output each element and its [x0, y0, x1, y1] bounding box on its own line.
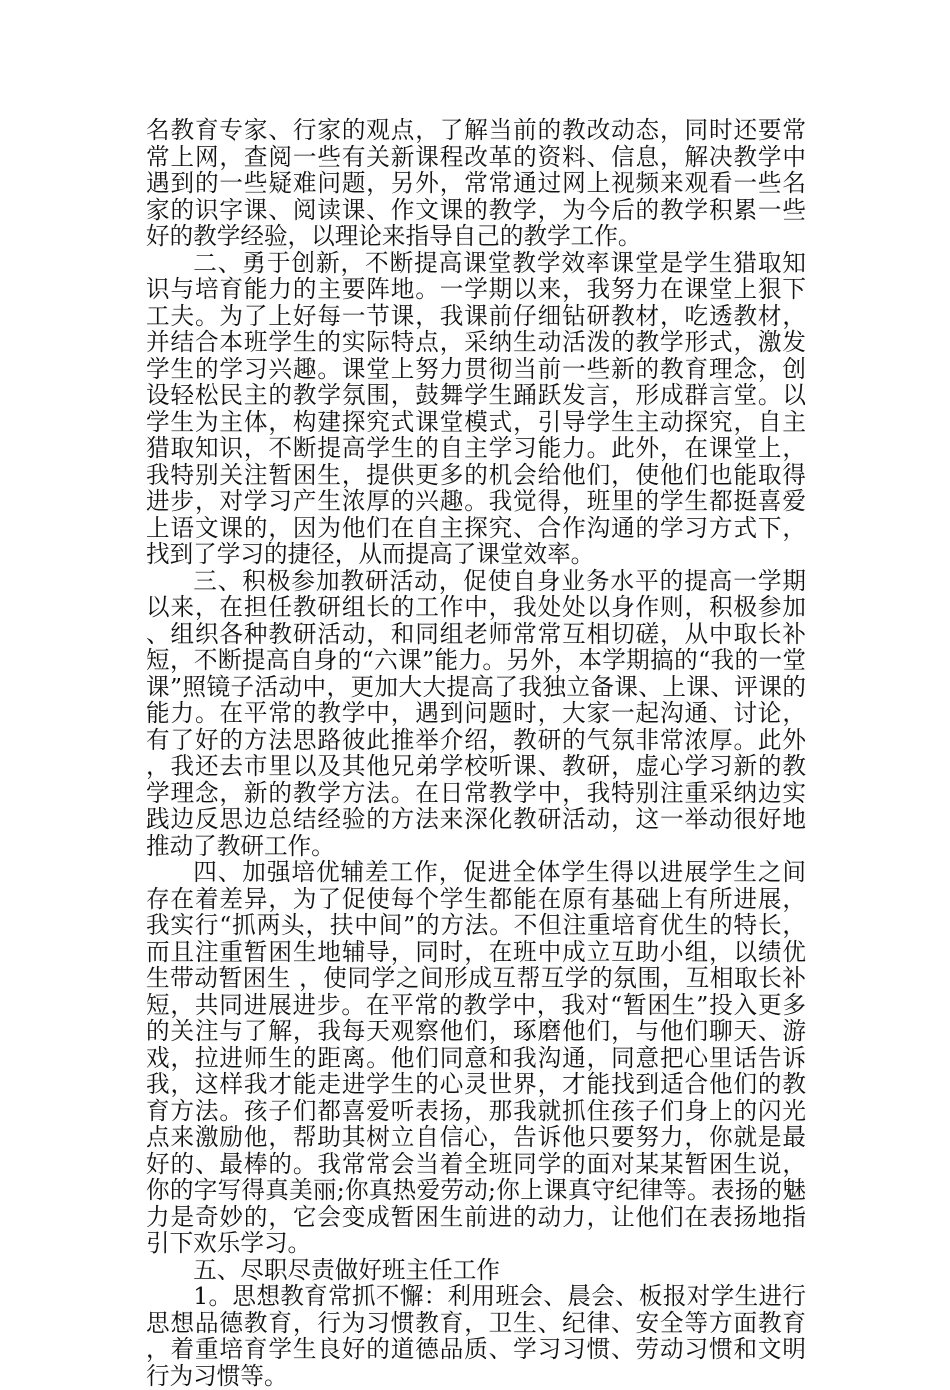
paragraph-intro-continuation: 名教育专家、行家的观点，了解当前的教改动态，同时还要常常上网，查阅一些有关新课程改革的资料、信息，解决教学中遇到的一些疑难问题，另外，常常通过网上视频来观看一些名家的识字课、阅读课、作文课的教学，为今后的教学积累一些好的教学经验，以理论来指导自己的教学工作。: [146, 116, 806, 250]
paragraph-section-five-item-one: 1。思想教育常抓不懈：利用班会、晨会、板报对学生进行思想品德教育，行为习惯教育，卫生、纪律、安全等方面教育，着重培育学生良好的道德品质、学习习惯、劳动习惯和文明行为习惯等。: [146, 1282, 806, 1390]
paragraph-section-three-research: 三、积极参加教研活动，促使自身业务水平的提高一学期以来，在担任教研组长的工作中，我处处以身作则，积极参加、组织各种教研活动，和同组老师常常互相切磋，从中取长补短，不断提高自身的“六课”能力。另外，本学期搞的“我的一堂课”照镜子活动中，更加大大提高了我独立备课、上课、评课的能力。在平常的教学中，遇到问题时，大家一起沟通、讨论，有了好的方法思路彼此推举介绍，教研的气氛非常浓厚。此外，我还去市里以及其他兄弟学校听课、教研，虚心学习新的教学理念，新的教学方法。在日常教学中，我特别注重采纳边实践边反思边总结经验的方法来深化教研活动，这一举动很好地推动了教研工作。: [146, 566, 806, 860]
paragraph-section-two-innovation: 二、勇于创新，不断提高课堂教学效率课堂是学生猎取知识与培育能力的主要阵地。一学期以来，我努力在课堂上狠下工夫。为了上好每一节课，我课前仔细钻研教材，吃透教材，并结合本班学生的实际特点，采纳生动活泼的教学形式，激发学生的学习兴趣。课堂上努力贯彻当前一些新的教育理念，创设轻松民主的教学氛围，鼓舞学生踊跃发言，形成群言堂。以学生为主体，构建探究式课堂模式，引导学生主动探究，自主猎取知识，不断提高学生的自主学习能力。此外，在课堂上，我特别关注暂困生，提供更多的机会给他们，使他们也能取得进步，对学习产生浓厚的兴趣。我觉得，班里的学生都挺喜爱上语文课的，因为他们在自主探究、合作沟通的学习方式下，找到了学习的捷径，从而提高了课堂效率。: [146, 248, 806, 568]
paragraph-section-four-tutoring: 四、加强培优辅差工作，促进全体学生得以进展学生之间存在着差异，为了促使每个学生都能在原有基础上有所进展，我实行“抓两头，扶中间”的方法。不但注重培育优生的特长，而且注重暂困生地辅导，同时，在班中成立互助小组，以绩优生带动暂困生 ，使同学之间形成互帮互学的氛围，互相取长补短，共同进展进步。在平常的教学中，我对“暂困生”投入更多的关注与了解，我每天观察他们，琢磨他们，与他们聊天、游戏，拉进师生的距离。他们同意和我沟通，同意把心里话告诉我，这样我才能走进学生的心灵世界，才能找到适合他们的教育方法。孩子们都喜爱听表扬，那我就抓住孩子们身上的闪光点来激励他，帮助其树立自信心，告诉他只要努力，你就是最好的、最棒的。我常常会当着全班同学的面对某某暂困生说，你的字写得真美丽;你真热爱劳动;你上课真守纪律等。表扬的魅力是奇妙的，它会变成暂困生前进的动力，让他们在表扬地指引下欢乐学习。: [146, 858, 806, 1257]
paragraph-section-five-heading: 五、尽职尽责做好班主任工作: [193, 1255, 500, 1284]
document-page: [146, 117, 806, 1389]
